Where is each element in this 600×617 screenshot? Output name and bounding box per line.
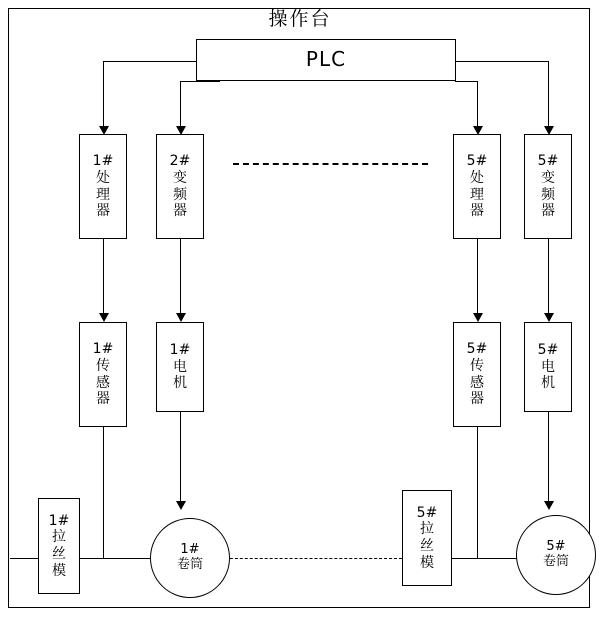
bus-inv5-top bbox=[455, 61, 548, 62]
wire-segment-die5-drum5 bbox=[452, 558, 524, 559]
node-line: 器 bbox=[96, 203, 110, 220]
node-line: 处 bbox=[96, 169, 110, 186]
node-line: 模 bbox=[420, 554, 434, 571]
arrow-motor5-drum5 bbox=[544, 501, 554, 510]
arrow-motor1-drum1 bbox=[176, 501, 186, 510]
node-line: 1# bbox=[48, 512, 70, 529]
node-line: 器 bbox=[173, 203, 187, 220]
node-die-5[interactable] bbox=[402, 490, 452, 586]
node-line: 频 bbox=[173, 186, 187, 203]
node-processor-5[interactable] bbox=[453, 134, 501, 239]
bus-proc5-down bbox=[477, 81, 478, 130]
node-line: 卷筒 bbox=[542, 554, 569, 569]
node-line: 1# bbox=[92, 153, 114, 170]
wire-dashed-middle bbox=[205, 558, 402, 559]
arrow-proc5-sensor5 bbox=[473, 313, 483, 322]
plc-block[interactable] bbox=[196, 39, 456, 81]
node-line: 模 bbox=[52, 562, 66, 579]
node-line: 变 bbox=[541, 169, 555, 186]
wire-segment-left-end bbox=[10, 558, 38, 559]
node-sensor-1[interactable] bbox=[79, 322, 127, 427]
node-line: 机 bbox=[173, 375, 187, 392]
diagram-border bbox=[8, 8, 590, 608]
link-proc1-sensor1 bbox=[103, 239, 104, 317]
node-line: 丝 bbox=[420, 538, 434, 554]
arrow-proc1-sensor1 bbox=[99, 313, 109, 322]
node-sensor-5[interactable] bbox=[453, 322, 501, 427]
node-line: 感 bbox=[96, 374, 110, 391]
node-line: 5# bbox=[546, 539, 566, 555]
node-line: 器 bbox=[470, 203, 484, 220]
node-line: 感 bbox=[470, 374, 484, 391]
arrow-inv5-motor5 bbox=[544, 313, 554, 322]
node-line: 器 bbox=[541, 203, 555, 220]
link-inv5-motor5 bbox=[548, 239, 549, 317]
link-motor5-drum5 bbox=[548, 412, 549, 505]
link-sensor5-wire bbox=[477, 427, 478, 559]
link-motor1-drum1 bbox=[180, 412, 181, 505]
bus-left-top bbox=[103, 61, 197, 62]
bus-left-down bbox=[103, 61, 104, 130]
node-die-1[interactable] bbox=[38, 498, 80, 594]
link-inv2-motor1 bbox=[180, 239, 181, 317]
bus-inv5-down bbox=[548, 61, 549, 130]
node-line: 1# bbox=[92, 341, 114, 358]
node-processor-1[interactable] bbox=[79, 134, 127, 239]
node-drum-1[interactable] bbox=[150, 518, 230, 598]
node-line: 1# bbox=[169, 342, 191, 359]
node-line: 卷筒 bbox=[176, 557, 203, 572]
node-line: 器 bbox=[470, 391, 484, 408]
arrow-inv2-motor1 bbox=[176, 313, 186, 322]
bus-proc5-top bbox=[455, 81, 477, 82]
node-line: 电 bbox=[541, 358, 555, 375]
node-line: 处 bbox=[470, 169, 484, 186]
node-line: 拉 bbox=[52, 529, 66, 546]
node-line: 变 bbox=[173, 169, 187, 186]
node-inverter-5[interactable] bbox=[524, 134, 572, 239]
node-line: 电 bbox=[173, 358, 187, 375]
plc-label: PLC bbox=[305, 47, 347, 72]
bus-inv2-top bbox=[180, 81, 220, 82]
node-line: 5# bbox=[537, 342, 559, 359]
node-inverter-2[interactable] bbox=[156, 134, 204, 239]
node-motor-1[interactable] bbox=[156, 322, 204, 412]
stage-ellipsis-top bbox=[233, 163, 428, 165]
node-line: 5# bbox=[466, 153, 488, 170]
link-proc5-sensor5 bbox=[477, 239, 478, 317]
node-line: 器 bbox=[96, 391, 110, 408]
node-line: 5# bbox=[416, 504, 438, 521]
node-line: 拉 bbox=[420, 521, 434, 538]
node-line: 机 bbox=[541, 375, 555, 392]
node-line: 丝 bbox=[52, 546, 66, 562]
bus-inv2-down bbox=[180, 81, 181, 130]
node-motor-5[interactable] bbox=[524, 322, 572, 412]
node-line: 2# bbox=[169, 153, 191, 170]
node-line: 5# bbox=[537, 153, 559, 170]
node-line: 频 bbox=[541, 186, 555, 203]
node-line: 1# bbox=[180, 542, 200, 558]
node-line: 5# bbox=[466, 341, 488, 358]
diagram-title: 操作台 bbox=[268, 8, 332, 30]
node-line: 传 bbox=[470, 357, 484, 374]
node-line: 理 bbox=[470, 186, 484, 203]
wire-segment-die1-drum1 bbox=[80, 558, 156, 559]
link-sensor1-wire bbox=[103, 427, 104, 559]
node-line: 传 bbox=[96, 357, 110, 374]
node-line: 理 bbox=[96, 186, 110, 203]
node-drum-5[interactable] bbox=[516, 515, 596, 595]
